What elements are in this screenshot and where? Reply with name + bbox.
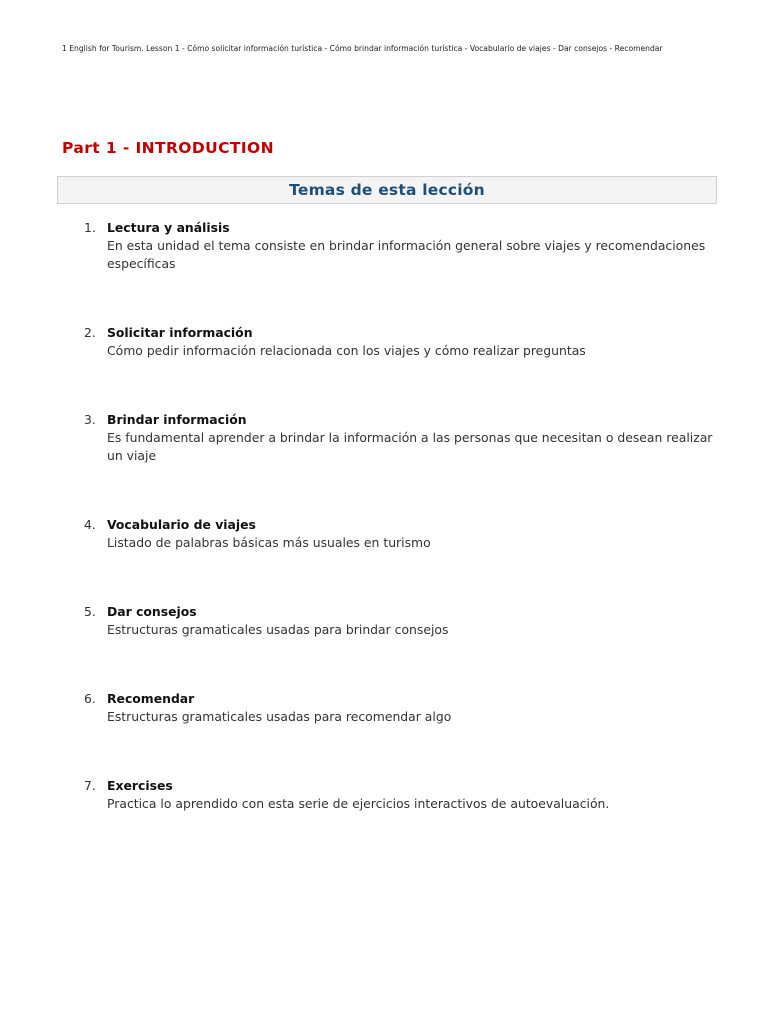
topic-title: Recomendar: [107, 691, 195, 706]
topic-number: 3.: [84, 412, 96, 427]
topic-item-recomendar: [76, 690, 726, 726]
topics-heading-box: [57, 176, 717, 204]
topic-description: En esta unidad el tema consiste en brindar información general sobre viajes y recomendaciones específicas: [107, 238, 706, 271]
topic-item-brindar: [76, 411, 726, 465]
topic-description: Cómo pedir información relacionada con los viajes y cómo realizar preguntas: [107, 343, 586, 358]
topic-number: 5.: [84, 604, 96, 619]
topic-item-consejos: [76, 603, 726, 639]
topic-description: Es fundamental aprender a brindar la información a las personas que necesitan o desean realizar un viaje: [107, 430, 713, 463]
topics-heading: Temas de esta lección: [289, 181, 485, 199]
topic-list: [76, 219, 726, 813]
topic-title: Exercises: [107, 778, 173, 793]
topic-title: Vocabulario de viajes: [107, 517, 256, 532]
topic-title: Dar consejos: [107, 604, 197, 619]
topic-title: Brindar información: [107, 412, 247, 427]
topic-item-lectura: [76, 219, 726, 273]
topic-title: Solicitar información: [107, 325, 253, 340]
topic-item-solicitar: [76, 324, 726, 360]
topic-title: Lectura y análisis: [107, 220, 230, 235]
topic-number: 2.: [84, 325, 96, 340]
topic-item-exercises: [76, 777, 726, 813]
part-title: Part 1 - INTRODUCTION: [62, 139, 275, 157]
topic-number: 7.: [84, 778, 96, 793]
topic-number: 6.: [84, 691, 96, 706]
topic-description: Practica lo aprendido con esta serie de ejercicios interactivos de autoevaluación.: [107, 796, 610, 811]
topic-number: 1.: [84, 220, 96, 235]
topic-item-vocabulario: [76, 516, 726, 552]
topic-number: 4.: [84, 517, 96, 532]
running-header: 1 English for Tourism. Lesson 1 - Cómo solicitar información turística - Cómo brindar información turística - Vocabulario de viajes - Dar consejos - Recomendar: [62, 44, 663, 53]
topic-description: Estructuras gramaticales usadas para recomendar algo: [107, 709, 452, 724]
topic-description: Listado de palabras básicas más usuales en turismo: [107, 535, 431, 550]
topic-description: Estructuras gramaticales usadas para brindar consejos: [107, 622, 449, 637]
